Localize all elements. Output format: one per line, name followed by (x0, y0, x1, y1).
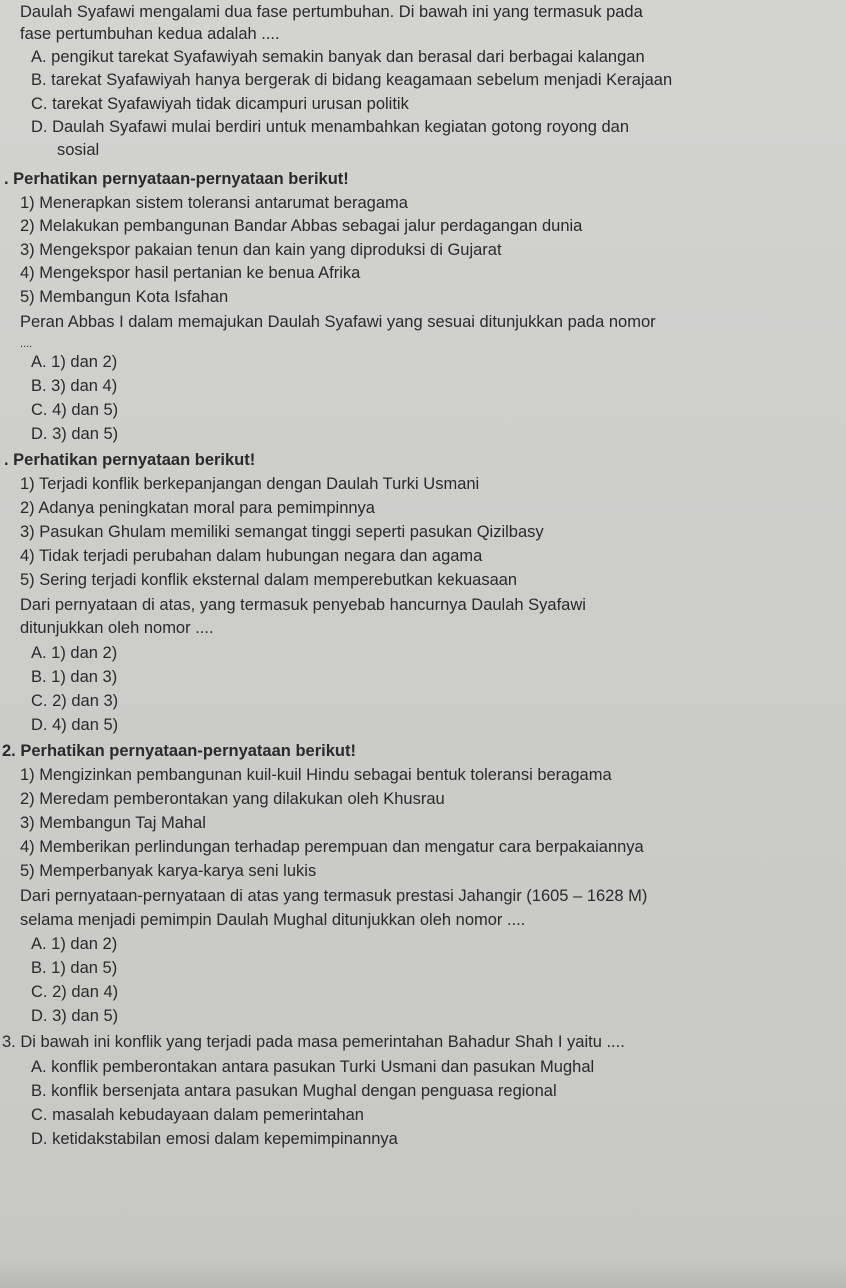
statement-4: 4) Memberikan perlindungan terhadap perempuan dan mengatur cara berpakaiannya (20, 838, 644, 856)
option-b: B. 1) dan 5) (31, 959, 118, 977)
statement-3: 3) Mengekspor pakaian tenun dan kain yang diproduksi di Gujarat (20, 241, 502, 259)
statement-5: 5) Memperbanyak karya-karya seni lukis (20, 862, 317, 880)
statement-3: 3) Membangun Taj Mahal (20, 814, 206, 832)
option-b: B. konflik bersenjata antara pasukan Mughal dengan penguasa regional (31, 1082, 557, 1100)
option-d: D. ketidakstabilan emosi dalam kepemimpinannya (31, 1130, 398, 1148)
option-d: D. 3) dan 5) (31, 1007, 119, 1025)
option-a: A. 1) dan 2) (31, 935, 118, 953)
option-d-continued: sosial (57, 141, 100, 159)
option-c: C. masalah kebudayaan dalam pemerintahan (31, 1106, 364, 1124)
option-b: B. tarekat Syafawiyah hanya bergerak di bidang keagamaan sebelum menjadi Kerajaan (31, 71, 673, 89)
question-stem-line: Dari pernyataan-pernyataan di atas yang termasuk prestasi Jahangir (1605 – 1628 M) (20, 887, 648, 905)
statement-1: 1) Menerapkan sistem toleransi antarumat beragama (20, 194, 408, 212)
option-d: D. Daulah Syafawi mulai berdiri untuk menambahkan kegiatan gotong royong dan (31, 118, 630, 136)
question-heading: 2. Perhatikan pernyataan-pernyataan berikut! (2, 742, 356, 760)
option-b: B. 3) dan 4) (31, 377, 118, 395)
option-a: A. 1) dan 2) (31, 353, 118, 371)
statement-4: 4) Mengekspor hasil pertanian ke benua Afrika (20, 264, 361, 282)
option-a: A. konflik pemberontakan antara pasukan Turki Usmani dan pasukan Mughal (31, 1058, 595, 1076)
option-a: A. pengikut tarekat Syafawiyah semakin banyak dan berasal dari berbagai kalangan (31, 48, 645, 66)
statement-5: 5) Membangun Kota Isfahan (20, 288, 229, 306)
option-c: C. 2) dan 4) (31, 983, 119, 1001)
statement-3: 3) Pasukan Ghulam memiliki semangat tinggi seperti pasukan Qizilbasy (20, 523, 544, 541)
statement-1: 1) Terjadi konflik berkepanjangan dengan Daulah Turki Usmani (20, 475, 480, 493)
question-heading: . Perhatikan pernyataan berikut! (4, 451, 256, 469)
question-stem-line: selama menjadi pemimpin Daulah Mughal ditunjukkan oleh nomor .... (20, 911, 526, 929)
statement-2: 2) Meredam pemberontakan yang dilakukan oleh Khusrau (20, 790, 445, 808)
statement-4: 4) Tidak terjadi perubahan dalam hubungan negara dan agama (20, 547, 483, 565)
page-bottom-shadow (0, 1258, 846, 1288)
question-stem-line: ditunjukkan oleh nomor .... (20, 619, 214, 637)
option-a: A. 1) dan 2) (31, 644, 118, 662)
statement-1: 1) Mengizinkan pembangunan kuil-kuil Hindu sebagai bentuk toleransi beragama (20, 766, 612, 784)
statement-2: 2) Melakukan pembangunan Bandar Abbas sebagai jalur perdagangan dunia (20, 217, 583, 235)
option-b: B. 1) dan 3) (31, 668, 118, 686)
statement-2: 2) Adanya peningkatan moral para pemimpinnya (20, 499, 375, 517)
option-c: C. 2) dan 3) (31, 692, 119, 710)
question-heading: . Perhatikan pernyataan-pernyataan berikut! (4, 170, 349, 188)
statement-5: 5) Sering terjadi konflik eksternal dalam memperebutkan kekuasaan (20, 571, 518, 589)
option-c: C. tarekat Syafawiyah tidak dicampuri urusan politik (31, 95, 409, 113)
question-stem-line: .... (20, 338, 33, 350)
option-d: D. 3) dan 5) (31, 425, 119, 443)
option-c: C. 4) dan 5) (31, 401, 119, 419)
question-stem-line: Peran Abbas I dalam memajukan Daulah Syafawi yang sesuai ditunjukkan pada nomor (20, 313, 656, 331)
question-stem-line: 3. Di bawah ini konflik yang terjadi pada masa pemerintahan Bahadur Shah I yaitu .... (2, 1033, 625, 1051)
question-stem-line: Dari pernyataan di atas, yang termasuk penyebab hancurnya Daulah Syafawi (20, 596, 586, 614)
question-stem-line: Daulah Syafawi mengalami dua fase pertumbuhan. Di bawah ini yang termasuk pada (20, 3, 643, 21)
question-stem-line: fase pertumbuhan kedua adalah .... (20, 25, 280, 43)
option-d: D. 4) dan 5) (31, 716, 119, 734)
